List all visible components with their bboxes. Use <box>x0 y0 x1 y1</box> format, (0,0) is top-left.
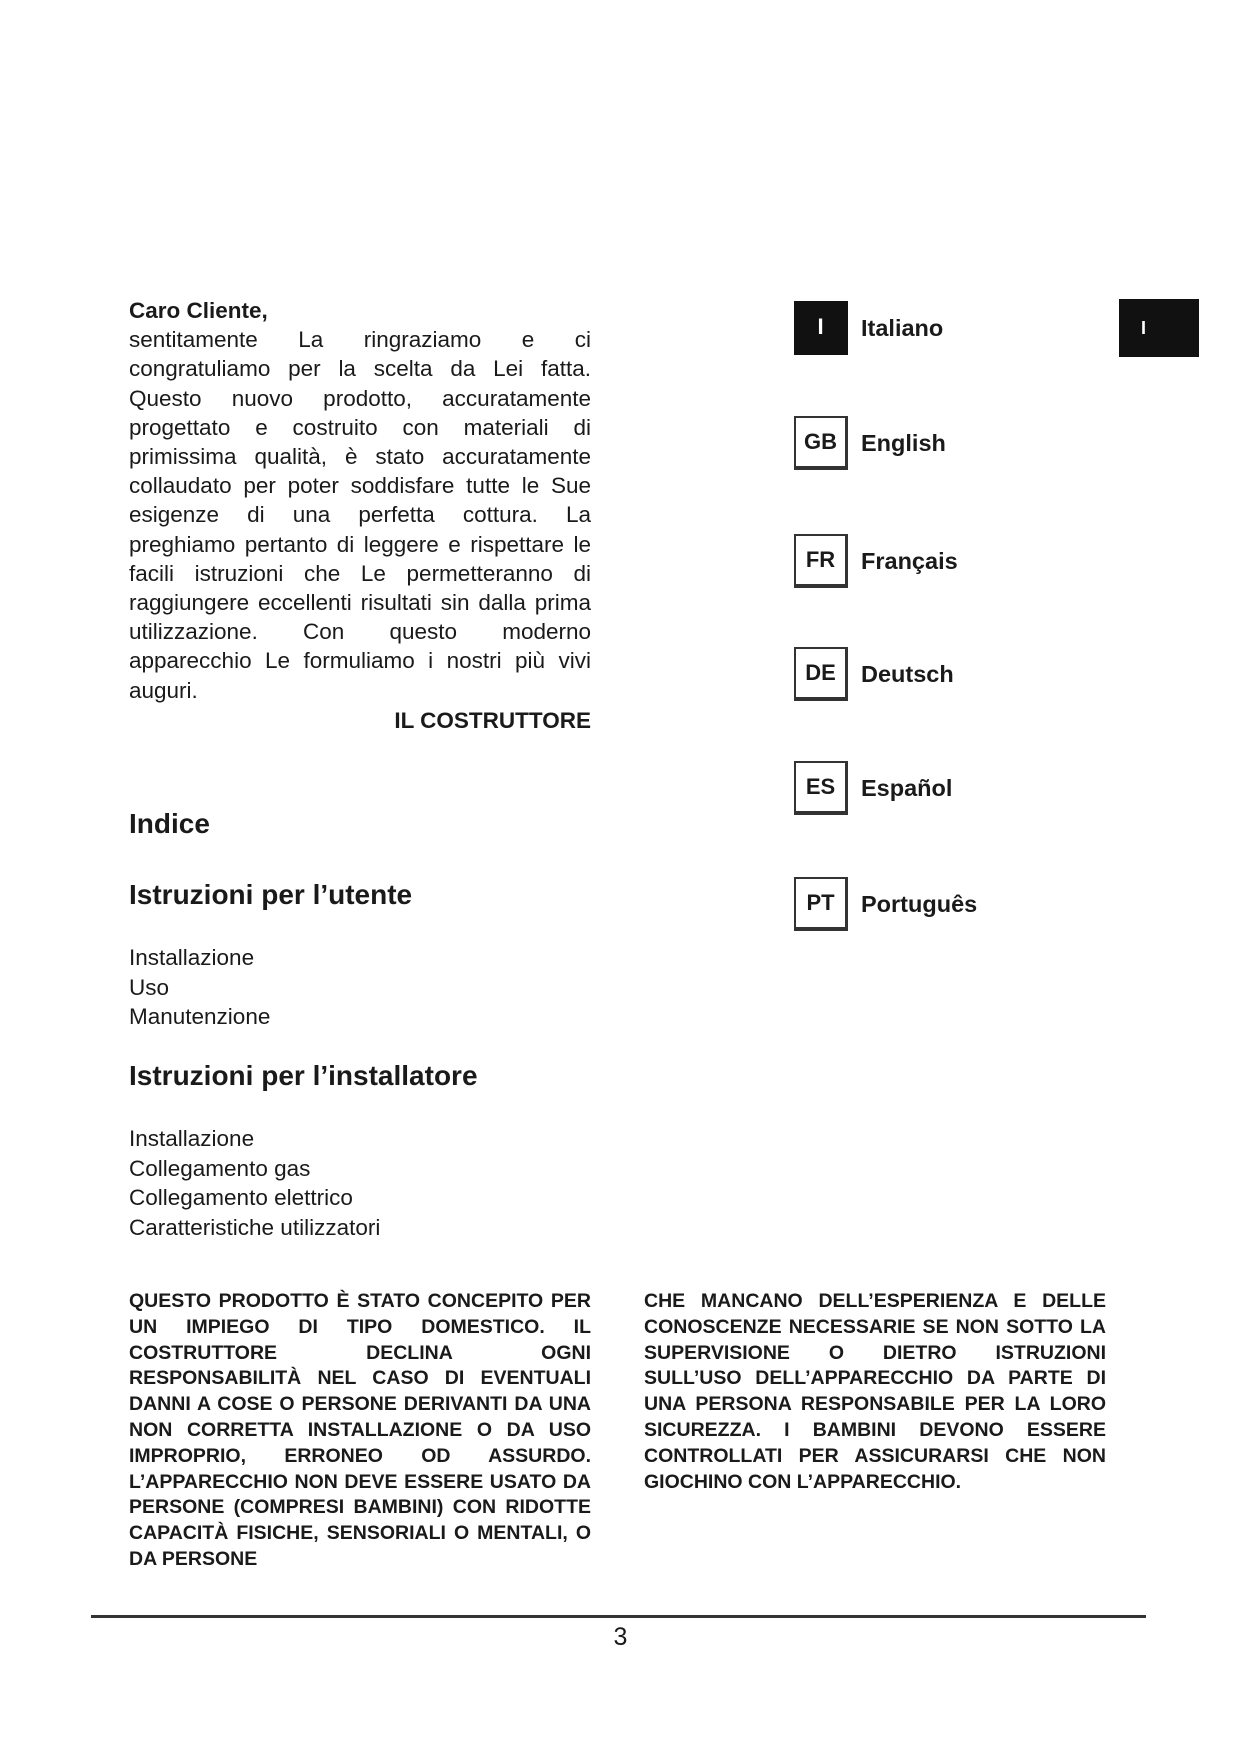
list-item: Collegamento gas <box>129 1155 311 1181</box>
language-item-pt[interactable] <box>794 875 977 933</box>
language-name: Español <box>861 774 953 801</box>
list-item: Manutenzione <box>129 1004 271 1029</box>
language-code: PT <box>794 877 848 931</box>
side-language-tab: I <box>1119 299 1199 357</box>
warning-text-left: QUESTO PRODOTTO È STATO CONCEPITO PER UN IMPIEGO DI TIPO DOMESTICO. IL COSTRUTTORE DECLINA OGNI RESPONSABILITÀ NEL CASO DI EVENTUALI DANNI A COSE O PERSONE DERIVANTI DA UNA NON CORRETTA INSTALLAZIONE O DA USO IMPROPRIO, ERRONEO OD ASSURDO. L’APPARECCHIO NON DEVE ESSERE USATO DA PERSONE (COMPRESI BAMBINI) CON RIDOTTE CAPACITÀ FISICHE, SENSORIALI O MENTALI, O DA PERSONE <box>129 1290 591 1570</box>
installer-section-title: Istruzioni per l’installatore <box>129 1060 478 1091</box>
language-item-fr[interactable] <box>794 532 958 590</box>
installer-section-list <box>129 1124 380 1242</box>
index-title: Indice <box>129 808 210 839</box>
list-item: Installazione <box>129 1126 255 1151</box>
footer-divider <box>91 1615 1146 1618</box>
language-code: FR <box>794 534 848 588</box>
language-name: Deutsch <box>861 660 954 687</box>
language-name: Português <box>861 890 978 917</box>
language-item-gb[interactable] <box>794 414 946 472</box>
user-section-title: Istruzioni per l’utente <box>129 879 413 910</box>
user-section-list <box>129 943 270 1032</box>
list-item: Installazione <box>129 945 255 970</box>
language-code: GB <box>794 416 848 470</box>
language-name: English <box>861 429 946 456</box>
language-name: Italiano <box>861 314 944 341</box>
signature: IL COSTRUTTORE <box>394 707 591 733</box>
intro-letter <box>129 296 591 735</box>
list-item: Collegamento elettrico <box>129 1185 353 1210</box>
language-item-es[interactable] <box>794 759 952 817</box>
language-code: DE <box>794 647 848 701</box>
language-item-it[interactable] <box>794 299 943 357</box>
language-item-de[interactable] <box>794 645 954 703</box>
list-item: Caratteristiche utilizzatori <box>129 1214 381 1240</box>
language-code: ES <box>794 761 848 815</box>
greeting: Caro Cliente, <box>129 298 268 323</box>
list-item: Uso <box>129 974 170 1000</box>
page-number: 3 <box>613 1623 628 1651</box>
intro-body: sentitamente La ringraziamo e ci congratuliamo per la scelta da Lei fatta. Questo nuovo prodotto, accuratamente progettato e costruito con materiali di primissima qualità, è stato accuratamente collaudato per poter soddisfare tutte le Sue esigenze di una perfetta cottura. La preghiamo pertanto di leggere e rispettare le facili istruzioni che Le permetteranno di raggiungere eccellenti risultati sin dalla prima utilizzazione. Con questo moderno apparecchio Le formuliamo i nostri più vivi auguri. <box>129 327 591 703</box>
language-code: I <box>794 301 848 355</box>
language-name: Français <box>861 547 958 574</box>
warning-text-right: CHE MANCANO DELL’ESPERIENZA E DELLE CONOSCENZE NECESSARIE SE NON SOTTO LA SUPERVISIONE O DIETRO ISTRUZIONI SULL’USO DELL’APPARECCHIO DA PARTE DI UNA PERSONA RESPONSABILE PER LA LORO SICUREZZA. I BAMBINI DEVONO ESSERE CONTROLLATI PER ASSICURARSI CHE NON GIOCHINO CON L’APPARECCHIO. <box>644 1290 1106 1493</box>
